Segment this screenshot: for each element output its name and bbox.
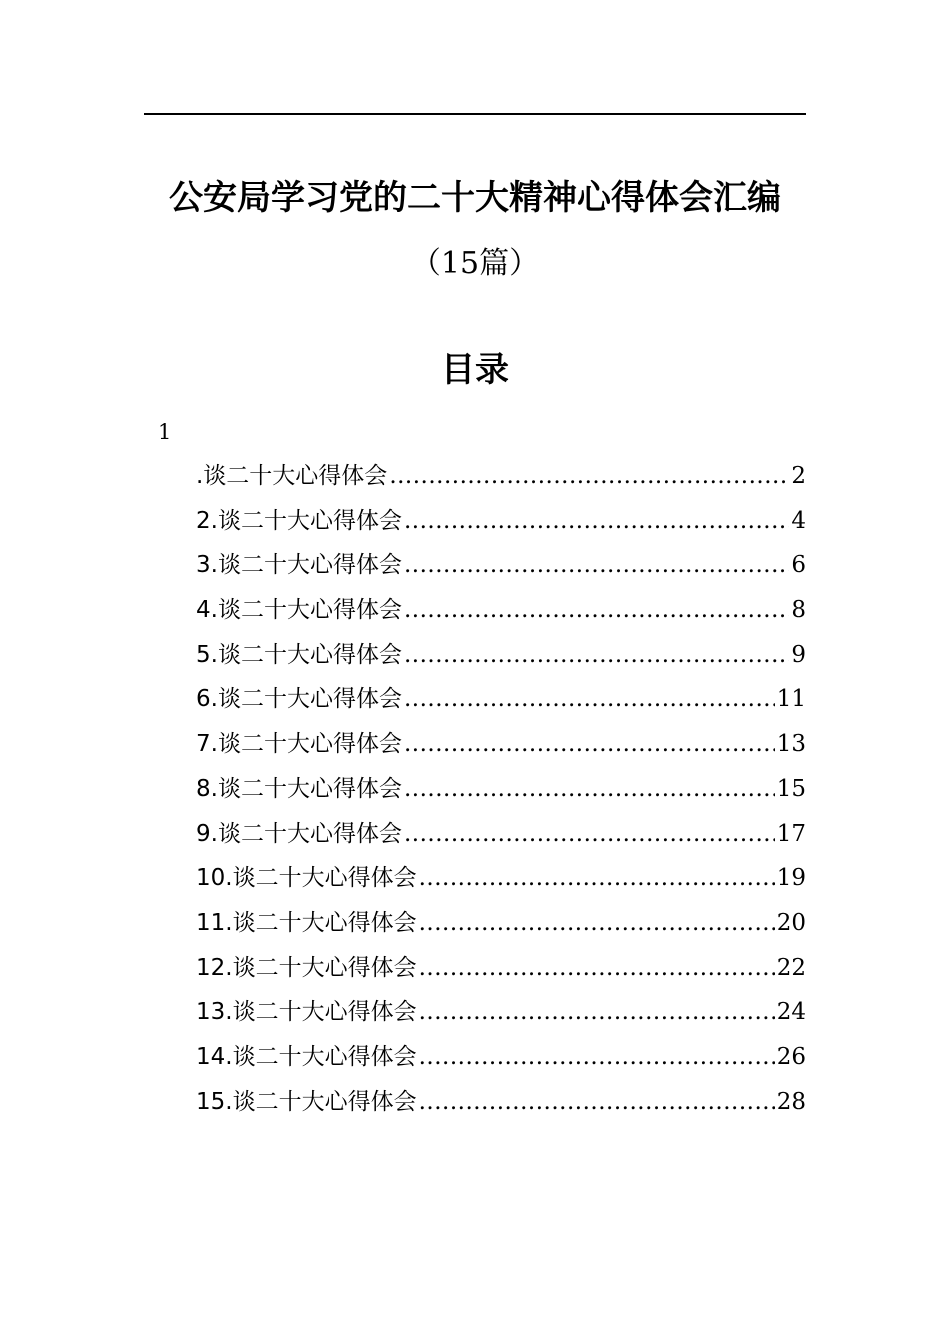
toc-entry-page: 4 bbox=[791, 507, 806, 534]
toc-dot-leader bbox=[419, 992, 775, 1032]
toc-entry[interactable] bbox=[196, 635, 806, 680]
toc-dot-leader bbox=[404, 635, 789, 675]
toc-dot-leader bbox=[419, 858, 775, 898]
toc-dot-leader bbox=[419, 1082, 775, 1122]
toc-entry-page: 8 bbox=[791, 597, 806, 624]
header-rule bbox=[144, 113, 806, 115]
toc-entry-page: 6 bbox=[791, 552, 806, 579]
toc-dot-leader bbox=[404, 814, 775, 854]
document-subtitle: （15篇） bbox=[410, 246, 540, 281]
toc-entry[interactable] bbox=[196, 1082, 806, 1127]
toc-entry-page: 24 bbox=[776, 999, 806, 1026]
toc-entry[interactable] bbox=[196, 679, 806, 724]
toc-entry[interactable] bbox=[196, 545, 806, 590]
toc-entry[interactable] bbox=[196, 903, 806, 948]
toc-entry-page: 9 bbox=[791, 641, 806, 668]
toc-entry-page: 26 bbox=[776, 1043, 806, 1070]
toc-dot-leader bbox=[404, 679, 775, 719]
table-of-contents bbox=[196, 456, 806, 1126]
toc-entry-label: 11.谈二十大心得体会 bbox=[196, 909, 417, 936]
toc-entry-label: 4.谈二十大心得体会 bbox=[196, 597, 402, 624]
toc-dot-leader bbox=[404, 769, 775, 809]
toc-entry-label: 12.谈二十大心得体会 bbox=[196, 954, 417, 981]
toc-entry-label: 5.谈二十大心得体会 bbox=[196, 641, 402, 668]
toc-entry-page: 20 bbox=[776, 909, 806, 936]
toc-entry-page: 28 bbox=[776, 1088, 806, 1115]
toc-entry-page: 17 bbox=[776, 820, 806, 847]
toc-entry-label: 13.谈二十大心得体会 bbox=[196, 999, 417, 1026]
toc-dot-leader bbox=[419, 903, 775, 943]
toc-entry-label: 10.谈二十大心得体会 bbox=[196, 865, 417, 892]
toc-entry-label: 14.谈二十大心得体会 bbox=[196, 1043, 417, 1070]
toc-stray-number: 1 bbox=[158, 420, 172, 444]
toc-entry[interactable] bbox=[196, 814, 806, 859]
toc-dot-leader bbox=[404, 590, 789, 630]
toc-entry[interactable] bbox=[196, 948, 806, 993]
toc-dot-leader bbox=[404, 724, 775, 764]
toc-dot-leader bbox=[419, 948, 775, 988]
toc-entry-label: 8.谈二十大心得体会 bbox=[196, 775, 402, 802]
toc-entry-page: 15 bbox=[776, 775, 806, 802]
toc-entry-page: 13 bbox=[776, 731, 806, 758]
toc-entry-page: 22 bbox=[776, 954, 806, 981]
toc-entry-label: 6.谈二十大心得体会 bbox=[196, 686, 402, 713]
toc-entry[interactable] bbox=[196, 992, 806, 1037]
toc-dot-leader bbox=[419, 1037, 775, 1077]
document-title: 公安局学习党的二十大精神心得体会汇编 bbox=[169, 178, 781, 218]
toc-entry-label: .谈二十大心得体会 bbox=[196, 463, 388, 489]
toc-entry[interactable] bbox=[196, 590, 806, 635]
toc-entry[interactable] bbox=[196, 769, 806, 814]
toc-entry-label: 2.谈二十大心得体会 bbox=[196, 507, 402, 534]
toc-entry[interactable] bbox=[196, 724, 806, 769]
toc-dot-leader bbox=[404, 501, 789, 541]
toc-entry-page: 11 bbox=[776, 686, 806, 713]
toc-entry-label: 3.谈二十大心得体会 bbox=[196, 552, 402, 579]
toc-entry-label: 9.谈二十大心得体会 bbox=[196, 820, 402, 847]
toc-entry-label: 7.谈二十大心得体会 bbox=[196, 731, 402, 758]
toc-entry[interactable] bbox=[196, 858, 806, 903]
toc-entry[interactable] bbox=[196, 1037, 806, 1082]
toc-heading: 目录 bbox=[441, 350, 509, 390]
toc-entry-page: 2 bbox=[791, 463, 806, 489]
toc-dot-leader bbox=[404, 545, 789, 585]
toc-entry[interactable] bbox=[196, 501, 806, 546]
toc-entry-page: 19 bbox=[776, 865, 806, 892]
toc-dot-leader bbox=[389, 456, 789, 496]
toc-entry[interactable] bbox=[196, 456, 806, 501]
toc-entry-label: 15.谈二十大心得体会 bbox=[196, 1088, 417, 1115]
